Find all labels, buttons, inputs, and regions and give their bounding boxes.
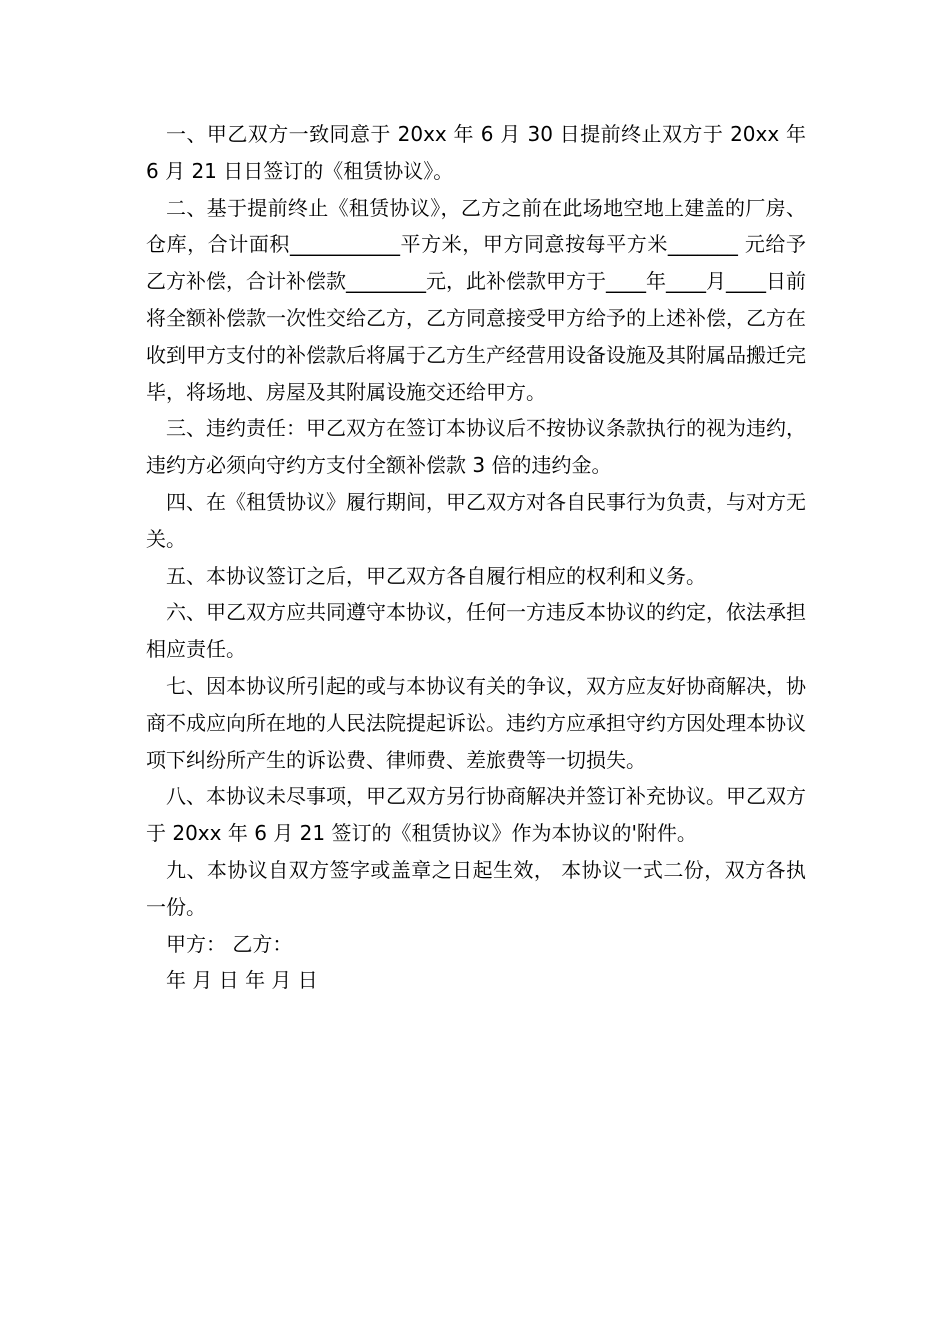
document-body [146,116,813,999]
date-line: 年 月 日 年 月 日 [166,968,318,993]
clause-7: 七、因本协议所引起的或与本协议有关的争议，双方应友好协商解决，协商不成应向所在地的人民法院提起诉讼。违约方应承担守约方因处理本协议项下纠纷所产生的诉讼费、律师费、差旅费等一切损失。 [146,673,806,772]
clause-8: 八、本协议未尽事项，甲乙双方另行协商解决并签订补充协议。甲乙双方于 20xx 年 6 月 21 签订的《租赁协议》作为本协议的'附件。 [146,784,806,846]
clause-5: 五、本协议签订之后，甲乙双方各自履行相应的权利和义务。 [166,563,706,588]
clause-3: 三、违约责任：甲乙双方在签订本协议后不按协议条款执行的视为违约，违约方必须向守约方支付全额补偿款 3 倍的违约金。 [146,416,806,478]
clause-1: 一、甲乙双方一致同意于 20xx 年 6 月 30 日提前终止双方于 20xx 年 6 月 21 日日签订的《租赁协议》。 [146,122,813,183]
clause-4: 四、在《租赁协议》履行期间，甲乙双方对各自民事行为负责，与对方无关。 [146,489,806,551]
clause-9: 九、本协议自双方签字或盖章之日起生效， 本协议一式二份，双方各执一份。 [146,857,806,919]
clause-2: 二、基于提前终止《租赁协议》，乙方之前在此场地空地上建盖的厂房、仓库，合计面积___________平方米，甲方同意按每平方米_______ 元给予乙方补偿，合计补偿款________元，此补偿款甲方于____年____月____日前将全额补偿款一次性交给乙方，乙方同意接受甲方给予的上述补偿，乙方在收到甲方支付的补偿款后将属于乙方生产经营用设备设施及其附属品搬迁完毕，将场地、房屋及其附属设施交还给甲方。 [146,195,806,404]
signature-line: 甲方： 乙方： [166,931,293,956]
clause-6: 六、甲乙双方应共同遵守本协议，任何一方违反本协议的约定，依法承担相应责任。 [146,600,806,662]
